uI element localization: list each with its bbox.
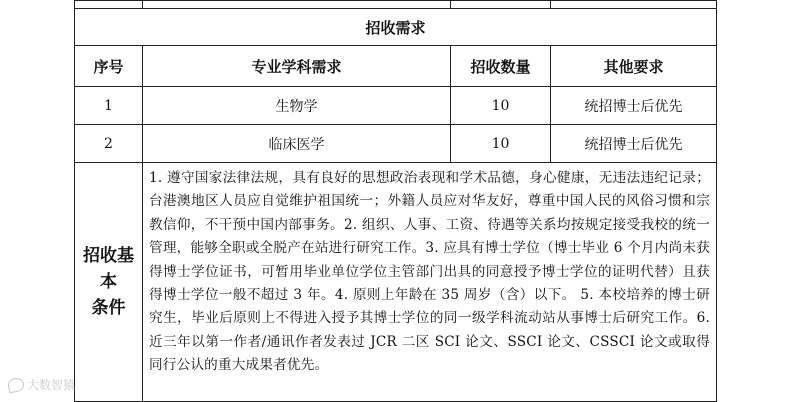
conditions-label-line1: 招收基本 bbox=[83, 246, 134, 292]
row-requirement: 统招博士后优先 bbox=[551, 87, 717, 125]
row-discipline: 临床医学 bbox=[143, 125, 451, 163]
conditions-row bbox=[75, 163, 717, 402]
header-row bbox=[75, 46, 717, 87]
top-cell bbox=[75, 1, 143, 9]
conditions-label-line2: 条件 bbox=[91, 298, 126, 318]
header-discipline: 专业学科需求 bbox=[143, 46, 451, 87]
row-quantity: 10 bbox=[451, 87, 551, 125]
table-top-row bbox=[75, 1, 717, 9]
row-quantity: 10 bbox=[451, 125, 551, 163]
conditions-label bbox=[75, 163, 143, 402]
header-requirement: 其他要求 bbox=[551, 46, 717, 87]
header-index: 序号 bbox=[75, 46, 143, 87]
row-discipline: 生物学 bbox=[143, 87, 451, 125]
section-row bbox=[75, 9, 717, 46]
row-index: 2 bbox=[75, 125, 143, 163]
recruitment-table bbox=[74, 0, 717, 402]
table-row bbox=[75, 87, 717, 125]
top-cell bbox=[551, 1, 717, 9]
top-cell bbox=[451, 1, 551, 9]
watermark-text: 大数智猿 bbox=[27, 378, 76, 392]
logo-icon bbox=[7, 376, 25, 393]
section-title: 招收需求 bbox=[75, 9, 717, 46]
row-requirement: 统招博士后优先 bbox=[551, 125, 717, 163]
watermark bbox=[8, 376, 75, 393]
header-quantity: 招收数量 bbox=[451, 46, 551, 87]
conditions-text: 1. 遵守国家法律法规，具有良好的思想政治表现和学术品德，身心健康，无违法违纪记录；台港澳地区人员应自觉维护祖国统一；外籍人员应对华友好，尊重中国人民的风俗习惯和宗教信仰，不干预中国内部事务。2. 组织、人事、工资、待遇等关系均按规定接受我校的统一管理，能够全职或全脱产在站进行研究工作。3. 应具有博士学位（博士毕业 6 个月内尚未获得博士学位证书，可暂用毕业单位学位主管部门出具的同意授予博士学位的证明代替）且获得博士学位一般不超过 3 年。4. 原则上年龄在 35 周岁（含）以下。 5. 本校培养的博士研究生，毕业后原则上不得进入授予其博士学位的同一级学科流动站从事博士后研究工作。6. 近三年以第一作者/通讯作者发表过 JCR 二区 SCI 论文、SSCI 论文、CSSCI 论文或取得同行公认的重大成果者优先。 bbox=[143, 163, 717, 402]
recruitment-table-sheet bbox=[74, 0, 716, 402]
top-cell bbox=[143, 1, 451, 9]
row-index: 1 bbox=[75, 87, 143, 125]
table-row bbox=[75, 125, 717, 163]
